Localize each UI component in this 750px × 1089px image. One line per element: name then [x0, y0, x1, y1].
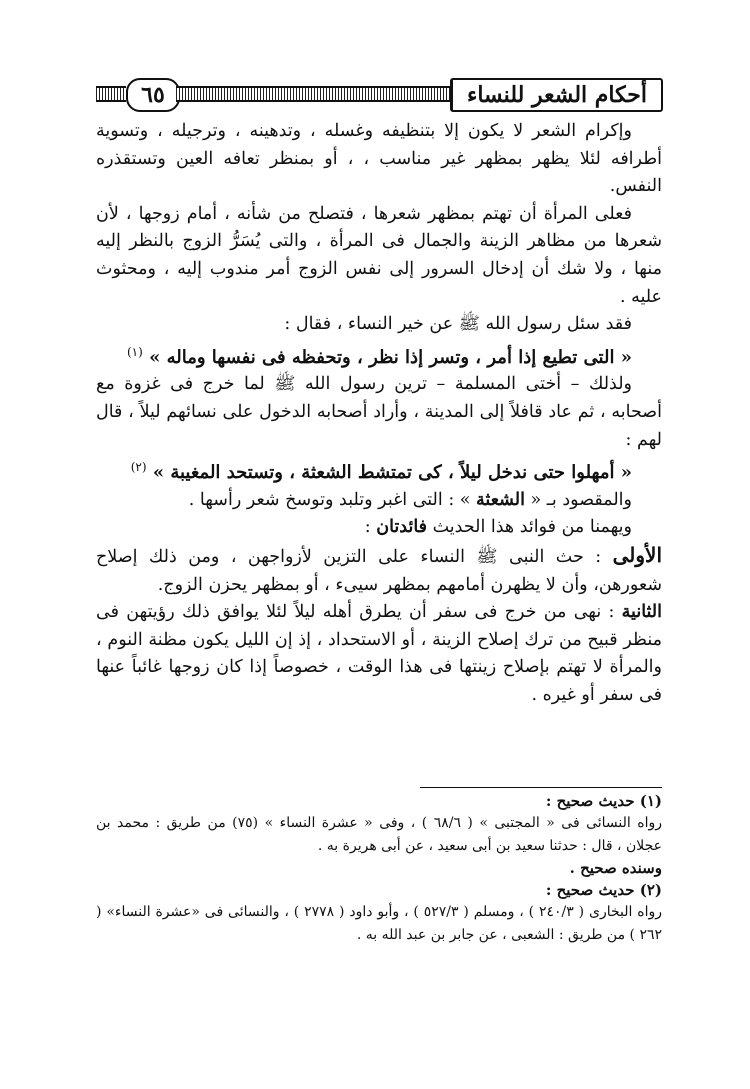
second-text: : نهى من خرج فى سفر أن يطرق أهله ليلاً لئلا يوافق ذلك رؤيتهن فى منظر قبيح من ترك إصلاح الزينة ، أو الاستحداد ، إذ إن الليل يكون مظنة النوم ، والمرأة لا تهتم بإصلاح زينتها فى هذا الوقت ، خصوصاً إذا كان زوجها غائباً عنها فى سفر أو غيره .: [96, 602, 662, 705]
term-shaatha: الشعثة: [476, 489, 525, 510]
paragraph-5: [96, 487, 662, 515]
header-ornament-left: [96, 86, 126, 102]
second-label: الثانية: [621, 602, 662, 623]
running-header: [96, 78, 662, 112]
footnote-divider: [420, 787, 662, 788]
paragraph-3: فقد سئل رسول الله ﷺ عن خير النساء ، فقال :: [284, 314, 632, 335]
footnote-ref-2: (٢): [130, 460, 147, 475]
footnotes: [96, 790, 662, 946]
p6-colon: :: [364, 517, 377, 538]
footnote-1-text: رواه النسائى فى « المجتبى » ( ٦٨/٦ ) ، وفى « عشرة النساء » (٧٥) من طريق : محمد بن عجلان ، قال : حدثنا سعيد بن أبى سعيد ، عن أبى هريرة به .: [96, 815, 663, 854]
book-title: أحكام الشعر للنساء: [450, 78, 663, 112]
hadith-2-text: « أمهلوا حتى ندخل ليلاً ، كى تمتشط الشعثة ، وتستحد المغيبة »: [152, 462, 632, 484]
two-benefits-label: فائدتان: [376, 517, 428, 538]
paragraph-first-benefit: [96, 542, 662, 599]
footnote-1-heading: (١) حديث صحيح :: [545, 792, 662, 810]
footnote-2-heading: (٢) حديث صحيح :: [545, 881, 662, 900]
page-number: ٦٥: [126, 78, 180, 112]
p5-lead: والمقصود بـ «: [524, 489, 632, 510]
hadith-2: [96, 454, 662, 487]
paragraph-1: وإكرام الشعر لا يكون إلا بتنظيفه وغسله ، وتدهينه ، وترجيله ، وتسوية أطرافه لئلا يظهر بمظهر غير مناسب ، ، أو بمنظر تعافه العين وتستقذره النفس.: [96, 121, 662, 197]
footnote-1-grade: وسنده صحيح .: [569, 858, 662, 877]
paragraph-4: ولذلك – أختى المسلمة – ترين رسول الله ﷺ لما خرج فى غزوة مع أصحابه ، ثم عاد قافلاً إلى المدينة ، وأراد أصحابه الدخول على نسائهم ليلاً ، قال لهم :: [96, 374, 662, 450]
first-label: الأولى: [612, 542, 662, 567]
p6-lead: ويهمنا من فوائد هذا الحديث: [427, 517, 632, 538]
main-text: [96, 118, 662, 709]
hadith-1-text: « التى تطيع إذا أمر ، وتسر إذا نظر ، وتحفظه فى نفسها وماله »: [149, 346, 632, 368]
paragraph-2: فعلى المرأة أن تهتم بمظهر شعرها ، فتصلح من شأنه ، أمام زوجها ، لأن شعرها من مظاهر الزينة والجمال فى المرأة ، والتى يُسَرُّ الزوج بالنظر إليه منها ، ولا شك أن إدخال السرور إلى نفس الزوج أمر مندوب إليه ، ومحثوث عليه .: [96, 203, 662, 307]
paragraph-second-benefit: [96, 599, 662, 709]
p5-definition: » : التى اغبر وتلبد وتوسخ شعر رأسها .: [188, 489, 477, 510]
hadith-1: [96, 339, 662, 372]
paragraph-6: [96, 514, 662, 542]
first-text: : حث النبى ﷺ النساء على التزين لأزواجهن ، ومن ذلك إصلاح شعورهن، وأن لا يظهرن أمامهم بمظهر سيىء ، أو بمظهر يحزن الزوج.: [96, 546, 662, 595]
footnote-ref-1: (١): [126, 344, 143, 359]
footnote-2-text: رواه البخارى ( ٢٤٠/٣ ) ، ومسلم ( ٥٢٧/٣ ) ، وأبو داود ( ٢٧٧٨ ) ، والنسائى فى «عشرة النساء» ( ٢٦٢ ) من طريق : الشعبى ، عن جابر بن عبد الله به .: [96, 904, 663, 943]
header-ornament-middle: [176, 86, 450, 102]
